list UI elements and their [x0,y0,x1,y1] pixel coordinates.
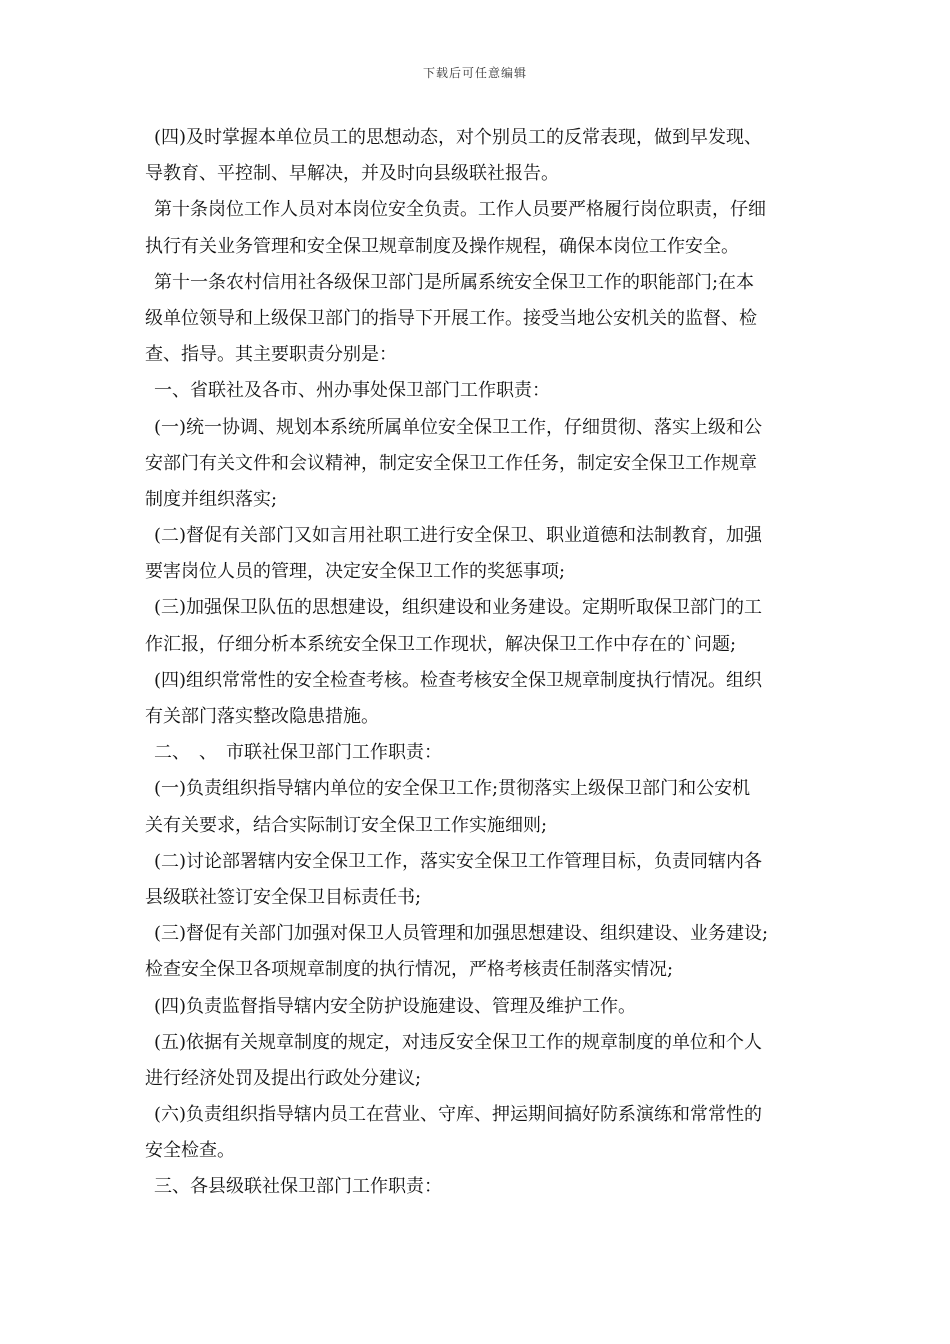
text-line: 二、 、 市联社保卫部门工作职责： [154,742,442,764]
text-line: (四)负责监督指导辖内安全防护设施建设、管理及维护工作。 [154,995,637,1017]
text-line: 第十条岗位工作人员对本岗位安全负责。工作人员要严格履行岗位职责，仔细 [154,199,766,221]
text-line: (二)讨论部署辖内安全保卫工作，落实安全保卫工作管理目标，负责同辖内各 [154,850,763,872]
text-line: 检查安全保卫各项规章制度的执行情况，严格考核责任制落实情况; [145,959,674,981]
text-line: (三)加强保卫队伍的思想建设，组织建设和业务建设。定期听取保卫部门的工 [154,597,763,619]
text-line: 查、指导。其主要职责分别是： [145,344,397,366]
text-line: (二)督促有关部门又如言用社职工进行安全保卫、职业道德和法制教育，加强 [154,525,763,547]
text-line: 安部门有关文件和会议精神，制定安全保卫工作任务，制定安全保卫工作规章 [145,452,757,474]
text-line: 安全检查。 [145,1140,235,1162]
text-line: 执行有关业务管理和安全保卫规章制度及操作规程，确保本岗位工作安全。 [145,235,739,257]
text-line: 进行经济处罚及提出行政处分建议; [145,1067,422,1089]
document-body [145,120,825,1206]
text-line: (四)及时掌握本单位员工的思想动态，对个别员工的反常表现，做到早发现、 [154,127,763,148]
text-line: 关有关要求，结合实际制订安全保卫工作实施细则; [145,814,548,836]
text-line: (五)依据有关规章制度的规定，对违反安全保卫工作的规章制度的单位和个人 [154,1031,763,1053]
text-line: 有关部门落实整改隐患措施。 [145,706,379,727]
text-line: 县级联社签订安全保卫目标责任书; [145,886,422,908]
text-line: (六)负责组织指导辖内员工在营业、守库、押运期间搞好防系演练和常常性的 [154,1104,763,1126]
text-line: 要害岗位人员的管理，决定安全保卫工作的奖惩事项; [145,561,566,583]
text-line: 制度并组织落实; [145,488,278,510]
text-line: 作汇报，仔细分析本系统安全保卫工作现状，解决保卫工作中存在的`问题; [145,633,737,655]
text-line: 导教育、平控制、早解决，并及时向县级联社报告。 [145,163,559,185]
text-line: 第十一条农村信用社各级保卫部门是所属系统安全保卫工作的职能部门;在本 [154,271,755,293]
text-line: (三)督促有关部门加强对保卫人员管理和加强思想建设、组织建设、业务建设; [154,923,769,945]
text-line: (四)组织常常性的安全检查考核。检查考核安全保卫规章制度执行情况。组织 [154,669,763,691]
text-line: (一)负责组织指导辖内单位的安全保卫工作;贯彻落实上级保卫部门和公安机 [154,778,751,800]
page-header: 下载后可任意编辑 [422,66,527,80]
text-line: (一)统一协调、规划本系统所属单位安全保卫工作，仔细贯彻、落实上级和公 [154,416,763,438]
text-line: 一、省联社及各市、州办事处保卫部门工作职责： [154,380,550,402]
text-line: 级单位领导和上级保卫部门的指导下开展工作。接受当地公安机关的监督、检 [145,307,757,329]
text-line: 三、各县级联社保卫部门工作职责： [154,1176,442,1198]
